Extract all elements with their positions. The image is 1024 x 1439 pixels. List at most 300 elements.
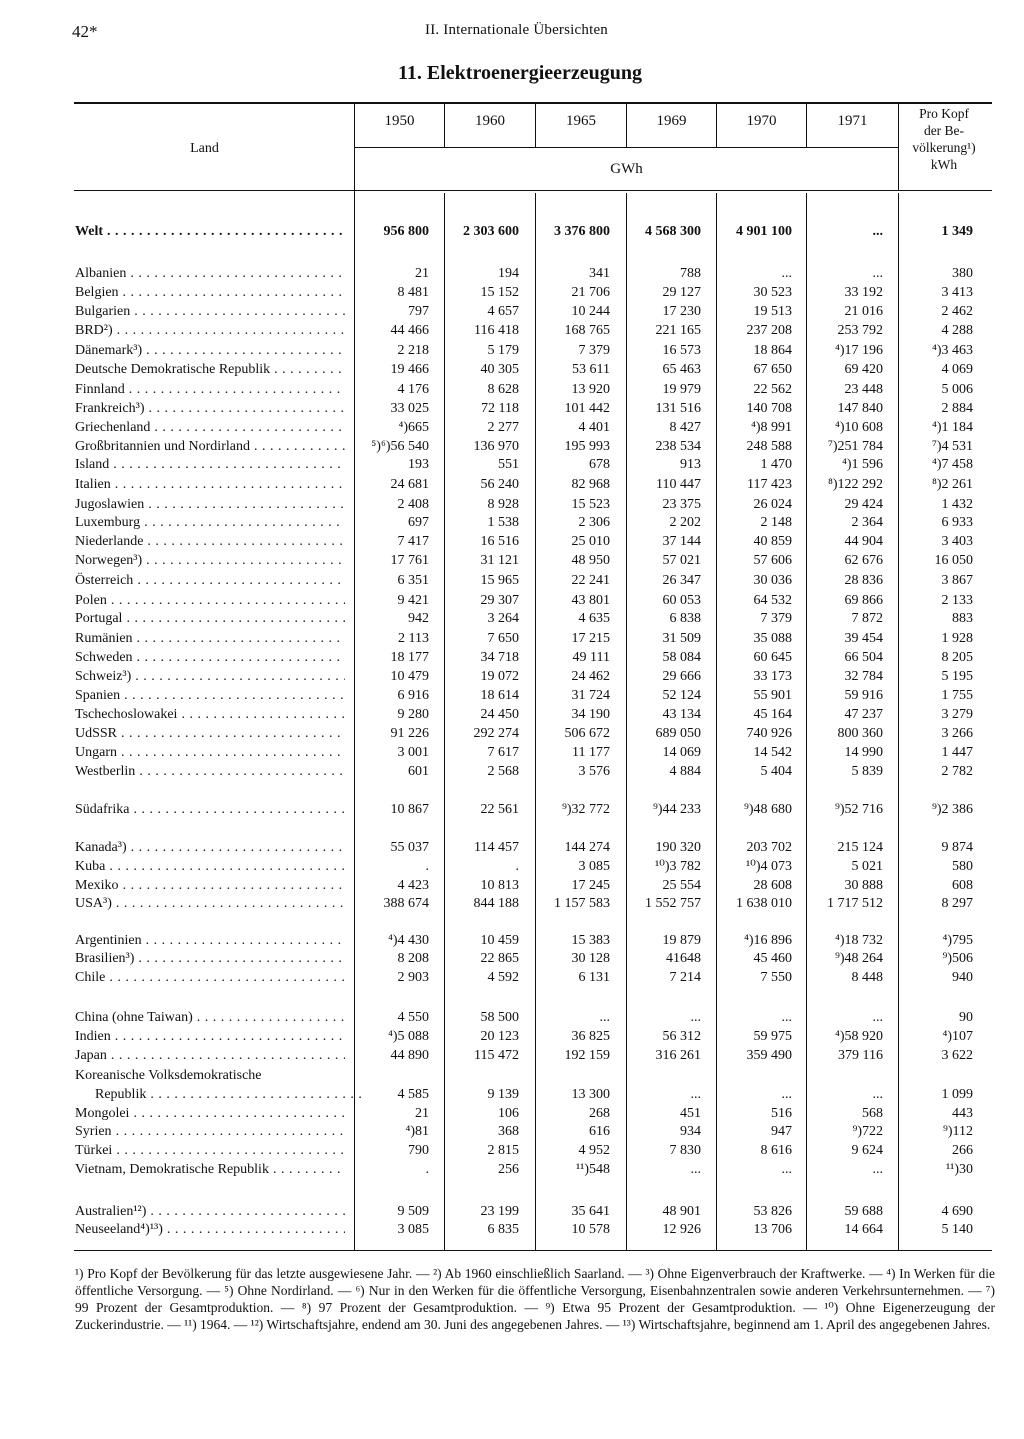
production-value: 10 479 [390,669,429,684]
per-capita-value: ⁹)2 386 [931,802,973,817]
page-number: 42* [72,22,98,41]
production-value: 15 965 [480,573,519,588]
production-value: 23 448 [844,382,883,397]
production-value: 117 423 [747,477,792,492]
table-row [0,532,1024,551]
country-name: USA³) . . . [75,894,345,913]
production-value: 9 280 [397,707,429,722]
production-value: 7 830 [669,1143,701,1158]
production-value: 19 466 [390,362,429,377]
production-value: 24 450 [480,707,519,722]
header-per-capita-line: der Be- [923,123,965,138]
production-value: 7 379 [578,343,610,358]
header-year: 1971 [837,113,868,129]
production-value: 20 123 [480,1029,519,1044]
footnotes: ¹) Pro Kopf der Bevölkerung für das letzte ausgewiesene Jahr. — ²) Ab 1960 einschließlich Saarland. — ³) Ohne Eigenverbrauch der Kraftwerke. — ⁴) In Werken für die öffentliche Versorgung. — ⁵) Ohne Nordirland. — ⁶) Nur in den Werken für die öffentliche Versorgung, Eisenbahnzentralen sowie anderen Verkehrsunternehmen. — ⁷) 99 Prozent der Gesamtproduktion. — ⁸) 97 Prozent der Gesamtproduktion. — ⁹) Etwa 95 Prozent der Gesamtproduktion. — ¹⁰) Ohne Eigenerzeugung der Zuckerindustrie. — ¹¹) 1964. — ¹²) Wirtschaftsjahre, endend am 30. Juni des angegebenen Jahres. — ¹³) Wirtschaftsjahre, beginnend am 1. April des angegebenen Jahres. [75,1266,995,1332]
header-year: 1970 [746,113,777,129]
production-value: 25 010 [571,534,610,549]
production-value: 53 611 [572,362,610,377]
header-per-capita-line: völkerung¹) [912,140,976,155]
production-value: ¹¹)548 [575,1162,610,1177]
production-value: 359 490 [746,1048,792,1063]
production-value: 947 [771,1124,792,1139]
country-name: Schweiz³) . . . [75,667,345,686]
header-year: 1960 [475,113,505,129]
country-name: Polen . . . [75,591,345,610]
per-capita-value: 608 [952,878,973,893]
production-value: 115 472 [474,1048,519,1063]
header-year: 1950 [384,113,415,129]
production-value: ... [781,266,792,281]
table-row [0,321,1024,340]
country-name: Japan . . . [75,1046,345,1065]
production-value: 268 [589,1106,610,1121]
production-value: 2 277 [487,420,519,435]
country-name: Niederlande . . . [75,532,345,551]
production-value: 34 190 [571,707,610,722]
production-value: 601 [408,764,429,779]
production-value: 9 139 [487,1087,519,1102]
per-capita-value: ⁴)3 463 [931,343,973,358]
production-value: 9 624 [851,1143,883,1158]
per-capita-value: 5 006 [941,382,973,397]
production-value: 29 424 [844,497,883,512]
production-value: 31 121 [480,553,519,568]
production-value: ⁸)122 292 [827,477,883,492]
production-value: 341 [589,266,610,281]
table-row [0,264,1024,283]
production-value: 22 562 [753,382,792,397]
production-value: ... [781,1010,792,1025]
table-row [0,455,1024,474]
production-value: 5 404 [760,764,792,779]
per-capita-value: 16 050 [934,553,973,568]
production-value: 44 466 [390,323,429,338]
production-value: ... [872,1162,883,1177]
production-value: ⁴)8 991 [750,420,792,435]
table-row [0,609,1024,628]
production-value: ... [872,1010,883,1025]
table-row [0,380,1024,399]
table-row [0,283,1024,302]
production-value: 12 926 [662,1222,701,1237]
production-value: 2 148 [760,515,792,530]
production-value: 451 [680,1106,701,1121]
running-head: II. Internationale Übersichten [425,22,609,38]
production-value: 7 650 [487,631,519,646]
production-value: 1 538 [487,515,519,530]
per-capita-value: ⁹)506 [942,951,973,966]
production-value: 44 904 [844,534,883,549]
production-value: 67 650 [753,362,792,377]
header-unit: GWh [610,161,643,177]
production-value: 797 [408,304,429,319]
per-capita-value: ⁴)7 458 [931,457,973,472]
per-capita-value: ⁴)1 184 [931,420,973,435]
table-row [0,360,1024,379]
production-value: 22 865 [480,951,519,966]
production-value: 28 608 [753,878,792,893]
production-value: 45 460 [753,951,792,966]
table-top-rule [74,102,992,104]
production-value: ⁴)18 732 [834,933,883,948]
production-value: 2 408 [397,497,429,512]
production-value: 31 724 [571,688,610,703]
per-capita-value: 2 884 [941,401,973,416]
production-value: 3 085 [578,859,610,874]
per-capita-value: 3 867 [941,573,973,588]
per-capita-value: 266 [952,1143,973,1158]
production-value: 8 928 [487,497,519,512]
country-name: Westberlin . . . [75,762,345,781]
production-value: 147 840 [837,401,883,416]
production-value: ⁴)1 596 [841,457,883,472]
country-name: BRD²) . . . [75,321,345,340]
production-value: 8 208 [397,951,429,966]
per-capita-value: 443 [952,1106,973,1121]
production-value: 82 968 [571,477,610,492]
table-row [0,591,1024,610]
production-value: 58 084 [662,650,701,665]
production-value: 221 165 [655,323,701,338]
header-year: 1965 [566,113,596,129]
production-value: 59 975 [753,1029,792,1044]
per-capita-value: 1 755 [941,688,973,703]
production-value: 66 504 [844,650,883,665]
production-value: 10 459 [480,933,519,948]
production-value: 10 867 [390,802,429,817]
per-capita-value: 8 297 [941,896,973,911]
table-row [0,968,1024,987]
production-value: 4 568 300 [645,224,701,239]
table-row [0,762,1024,781]
production-value: ⁹)44 233 [652,802,701,817]
table-row [0,1202,1024,1221]
table-row [0,724,1024,743]
country-name: Ungarn . . . [75,743,345,762]
production-value: 60 645 [753,650,792,665]
table-row [0,894,1024,913]
production-value: 7 214 [669,970,701,985]
header-mid-rule [354,147,899,148]
production-value: 16 516 [480,534,519,549]
production-value: ... [781,1162,792,1177]
production-value: 30 888 [844,878,883,893]
table-title: 11. Elektroenergieerzeugung [398,62,643,84]
production-value: 21 [415,266,429,281]
production-value: 5 021 [851,859,883,874]
production-value: 10 578 [571,1222,610,1237]
production-value: ⁷)251 784 [827,439,883,454]
per-capita-value: 380 [952,266,973,281]
production-value: 4 592 [487,970,519,985]
production-value: ⁴)81 [405,1124,429,1139]
production-value: . [425,859,429,874]
production-value: 22 561 [480,802,519,817]
production-value: 136 970 [473,439,519,454]
production-value: 36 825 [571,1029,610,1044]
production-value: 14 990 [844,745,883,760]
production-value: 52 124 [662,688,701,703]
production-value: 35 088 [753,631,792,646]
production-value: 3 376 800 [554,224,610,239]
production-value: 689 050 [655,726,701,741]
table-row [0,1160,1024,1179]
production-value: 17 245 [571,878,610,893]
per-capita-value: ⁸)2 261 [931,477,973,492]
per-capita-value: ⁷)4 531 [931,439,973,454]
production-value: 292 274 [473,726,519,741]
production-value: 16 573 [662,343,701,358]
production-value: 6 351 [397,573,429,588]
production-value: 131 516 [655,401,701,416]
production-value: 41648 [666,951,701,966]
production-value: 15 152 [480,285,519,300]
production-value: ⁹)48 264 [834,951,883,966]
production-value: 72 118 [481,401,519,416]
production-value: 934 [680,1124,701,1139]
production-value: ¹⁰)3 782 [655,859,701,874]
production-value: 45 164 [753,707,792,722]
country-name: Türkei . . . [75,1141,345,1160]
production-value: 114 457 [474,840,519,855]
production-value: 215 124 [837,840,883,855]
production-value: 19 979 [662,382,701,397]
country-name: Finnland . . . [75,380,345,399]
per-capita-value: 2 462 [941,304,973,319]
production-value: 57 021 [662,553,701,568]
production-value: 7 872 [851,611,883,626]
production-value: 2 364 [851,515,883,530]
country-name: UdSSR . . . [75,724,345,743]
production-value: 253 792 [837,323,883,338]
header-land: Land [190,141,219,156]
production-value: 2 218 [397,343,429,358]
per-capita-value: 3 413 [941,285,973,300]
production-value: 913 [680,457,701,472]
production-value: 506 672 [564,726,610,741]
production-value: 4 884 [669,764,701,779]
production-value: 21 016 [844,304,883,319]
production-value: 21 [415,1106,429,1121]
production-value: 316 261 [655,1048,701,1063]
country-name: Mexiko . . . [75,876,345,895]
production-value: 10 244 [571,304,610,319]
production-value: 956 800 [383,224,429,239]
production-value: ... [690,1010,701,1025]
per-capita-value: 1 928 [941,631,973,646]
production-value: 39 454 [844,631,883,646]
production-value: 58 500 [480,1010,519,1025]
production-value: ⁴)17 196 [834,343,883,358]
table-row [0,1220,1024,1239]
production-value: 110 447 [656,477,701,492]
table-row [0,1046,1024,1065]
production-value: 8 448 [851,970,883,985]
table-row [0,1085,1024,1104]
table-row [0,551,1024,570]
table-row [0,949,1024,968]
country-name: Welt . . . [75,222,345,241]
production-value: 29 127 [662,285,701,300]
country-name: Schweden . . . [75,648,345,667]
production-value: 17 230 [662,304,701,319]
country-name: Koreanische Volksdemokratische [75,1068,262,1083]
production-value: ⁴)5 088 [387,1029,429,1044]
country-name: Tschechoslowakei . . . [75,705,345,724]
table-row [0,648,1024,667]
production-value: 379 116 [838,1048,883,1063]
table-row [0,302,1024,321]
table-bottom-rule [74,1250,992,1251]
table-row [0,1066,1024,1085]
table-row [0,437,1024,456]
production-value: 18 614 [480,688,519,703]
production-value: 1 552 757 [645,896,701,911]
table-row [0,341,1024,360]
table-row [0,800,1024,819]
table-row [0,931,1024,950]
production-value: 4 901 100 [736,224,792,239]
production-value: ⁴)10 608 [834,420,883,435]
country-name: Kuba . . . [75,857,345,876]
per-capita-value: 3 622 [941,1048,973,1063]
production-value: 3 264 [487,611,519,626]
per-capita-value: 3 279 [941,707,973,722]
production-value: 3 085 [397,1222,429,1237]
production-value: 2 903 [397,970,429,985]
production-value: 144 274 [564,840,610,855]
per-capita-value: 8 205 [941,650,973,665]
country-name: Belgien . . . [75,283,345,302]
production-value: 30 128 [571,951,610,966]
per-capita-value: 6 933 [941,515,973,530]
production-value: 238 534 [655,439,701,454]
production-value: ... [781,1087,792,1102]
production-value: 15 523 [571,497,610,512]
per-capita-value: 1 349 [941,224,973,239]
production-value: 368 [498,1124,519,1139]
table-row [0,838,1024,857]
header-per-capita-line: kWh [930,157,958,172]
per-capita-value: 1 447 [941,745,973,760]
production-value: 8 628 [487,382,519,397]
production-value: 17 761 [390,553,429,568]
production-value: 2 303 600 [463,224,519,239]
production-value: . [425,1162,429,1177]
production-value: 37 144 [662,534,701,549]
production-value: 237 208 [746,323,792,338]
per-capita-value: 4 690 [941,1204,973,1219]
production-value: 1 157 583 [554,896,610,911]
production-value: 5 839 [851,764,883,779]
country-name: Chile . . . [75,968,345,987]
production-value: 6 835 [487,1222,519,1237]
production-value: 57 606 [753,553,792,568]
production-value: 106 [498,1106,519,1121]
production-value: 19 879 [662,933,701,948]
production-value: 29 666 [662,669,701,684]
production-value: 2 815 [487,1143,519,1158]
production-value: 168 765 [564,323,610,338]
production-value: 30 523 [753,285,792,300]
country-name: Spanien . . . [75,686,345,705]
production-value: 14 664 [844,1222,883,1237]
production-value: 29 307 [480,593,519,608]
table-row [0,857,1024,876]
production-value: 788 [680,266,701,281]
production-value: ... [872,224,883,239]
country-name: Indien . . . [75,1027,345,1046]
production-value: 116 418 [474,323,519,338]
production-value: 11 177 [572,745,610,760]
production-value: 15 383 [571,933,610,948]
production-value: 69 866 [844,593,883,608]
production-value: ... [690,1162,701,1177]
country-name: Argentinien . . . [75,931,345,950]
production-value: 551 [498,457,519,472]
production-value: 6 131 [578,970,610,985]
production-value: 43 801 [571,593,610,608]
production-value: 5 179 [487,343,519,358]
per-capita-value: ⁴)795 [942,933,973,948]
per-capita-value: 4 288 [941,323,973,338]
country-name: Frankreich³) . . . [75,399,345,418]
country-name: Republik . . . [75,1085,365,1104]
per-capita-value: 4 069 [941,362,973,377]
production-value: ⁴)4 430 [387,933,429,948]
production-value: ⁹)52 716 [834,802,883,817]
production-value: 44 890 [390,1048,429,1063]
production-value: 19 513 [753,304,792,319]
country-name: Kanada³) . . . [75,838,345,857]
header-per-capita [898,105,990,173]
table-row [0,686,1024,705]
table-row [0,399,1024,418]
per-capita-value: 940 [952,970,973,985]
per-capita-value: ⁹)112 [942,1124,973,1139]
production-value: 4 952 [578,1143,610,1158]
production-value: 49 111 [572,650,610,665]
production-value: 800 360 [837,726,883,741]
country-name: Island . . . [75,455,345,474]
production-value: 844 188 [473,896,519,911]
per-capita-value: 1 099 [941,1087,973,1102]
production-value: 697 [408,515,429,530]
country-name: Syrien . . . [75,1122,345,1141]
production-value: 203 702 [746,840,792,855]
production-value: 4 401 [578,420,610,435]
production-value: 55 901 [753,688,792,703]
production-value: 8 427 [669,420,701,435]
country-name: Jugoslawien . . . [75,495,345,514]
per-capita-value: 580 [952,859,973,874]
production-value: 25 554 [662,878,701,893]
production-value: 24 462 [571,669,610,684]
country-name: Italien . . . [75,475,345,494]
production-value: 48 901 [662,1204,701,1219]
table-row [0,1141,1024,1160]
production-value: 1 470 [760,457,792,472]
production-value: 47 237 [844,707,883,722]
per-capita-value: 1 432 [941,497,973,512]
production-value: 4 550 [397,1010,429,1025]
header-bottom-rule [74,190,992,191]
production-value: 91 226 [390,726,429,741]
production-value: 13 300 [571,1087,610,1102]
production-value: 2 306 [578,515,610,530]
production-value: 192 159 [564,1048,610,1063]
